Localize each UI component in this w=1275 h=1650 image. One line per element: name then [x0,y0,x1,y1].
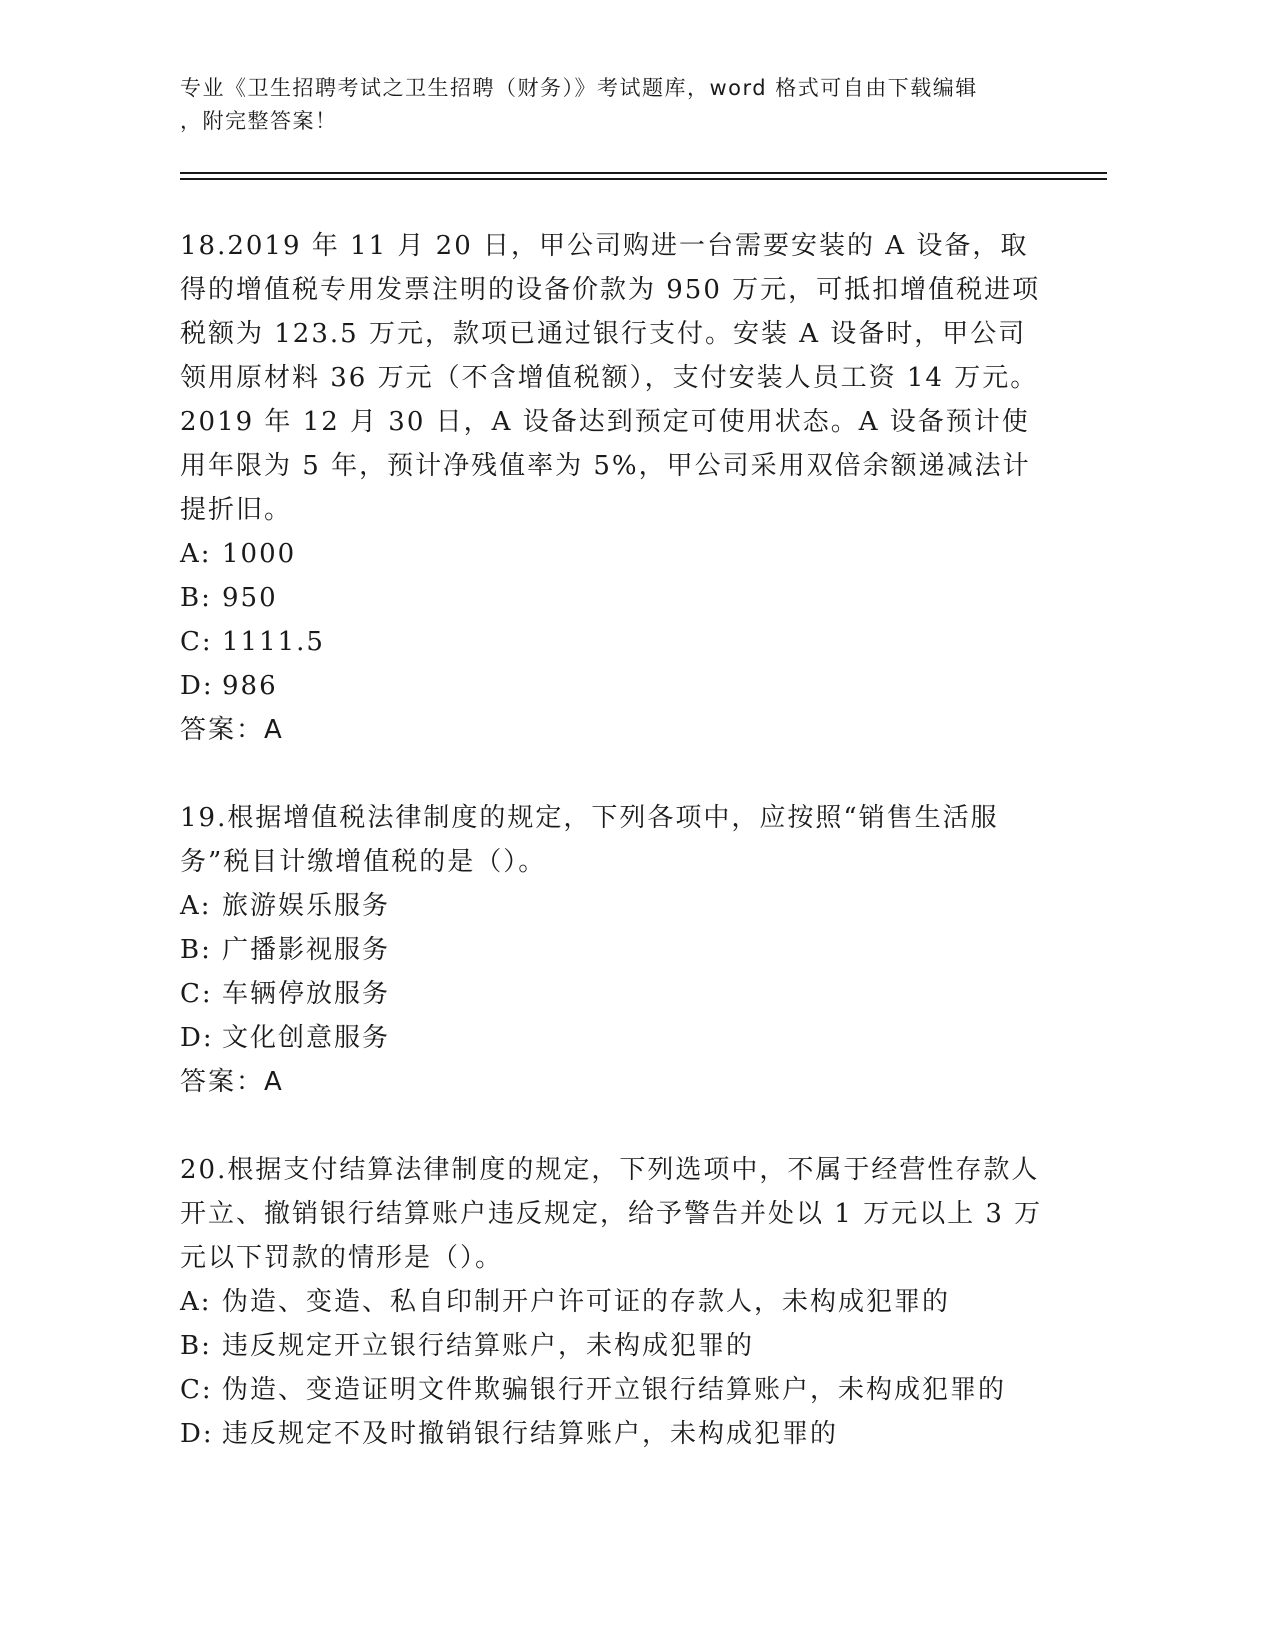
option-c [180,620,1050,664]
answer-line: 答案：A [180,1067,284,1097]
option-text: 950 [222,583,278,613]
header-divider-top [180,172,1107,174]
option-text: 986 [222,671,278,701]
option-text: 违反规定不及时撤销银行结算账户，未构成犯罪的 [222,1419,839,1449]
header-line-1: 专业《卫生招聘考试之卫生招聘（财务）》考试题库，word 格式可自由下载编辑 [180,76,978,100]
option-text: 车辆停放服务 [222,979,391,1009]
option-b [180,1324,1050,1368]
option-letter: B: [180,583,212,613]
option-b [180,576,1050,620]
question-stem: 18.2019 年 11 月 20 日，甲公司购进一台需要安装的 A 设备，取得的增值税专用发票注明的设备价款为 950 万元，可抵扣增值税进项税额为 123.5 万元，款项已通过银行支付。安装 A 设备时，甲公司领用原材料 36 万元（不含增值税额），支付安装人员工资 14 万元。2019 年 12 月 30 日，A 设备达到预定可使用状态。A 设备预计使用年限为 5 年，预计净残值率为 5%，甲公司采用双倍余额递减法计提折旧。 [180,231,1041,525]
answer-line: 答案：A [180,715,284,745]
option-letter: B: [180,935,212,965]
option-letter: A: [180,891,212,921]
option-a [180,532,1050,576]
question-stem: 19.根据增值税法律制度的规定，下列各项中，应按照“销售生活服务”税目计缴增值税的是（）。 [180,803,999,877]
option-d [180,1016,1050,1060]
question-20 [180,1148,1050,1456]
question-list [180,224,1050,1456]
option-a [180,884,1050,928]
option-letter: A: [180,539,212,569]
document-header [180,72,1040,138]
option-letter: C: [180,627,213,657]
option-text: 违反规定开立银行结算账户，未构成犯罪的 [222,1331,755,1361]
question-19 [180,796,1050,1104]
option-d [180,664,1050,708]
option-letter: A: [180,1287,212,1317]
option-d [180,1412,1050,1456]
option-letter: B: [180,1331,212,1361]
header-divider-bottom [180,178,1107,180]
option-text: 旅游娱乐服务 [222,891,391,921]
option-text: 文化创意服务 [222,1023,391,1053]
option-text: 1000 [222,539,297,569]
option-b [180,928,1050,972]
question-stem: 20.根据支付结算法律制度的规定，下列选项中，不属于经营性存款人开立、撤销银行结算账户违反规定，给予警告并处以 1 万元以上 3 万元以下罚款的情形是（）。 [180,1155,1043,1273]
option-text: 1111.5 [222,627,325,657]
header-line-2: ，附完整答案！ [180,109,338,133]
option-letter: C: [180,1375,213,1405]
option-letter: D: [180,671,214,701]
option-c [180,972,1050,1016]
option-text: 伪造、变造证明文件欺骗银行开立银行结算账户，未构成犯罪的 [222,1375,1007,1405]
question-18 [180,224,1050,752]
option-text: 广播影视服务 [222,935,391,965]
option-c [180,1368,1050,1412]
option-letter: C: [180,979,213,1009]
option-text: 伪造、变造、私自印制开户许可证的存款人，未构成犯罪的 [222,1287,951,1317]
option-letter: D: [180,1419,214,1449]
option-letter: D: [180,1023,214,1053]
option-a [180,1280,1050,1324]
